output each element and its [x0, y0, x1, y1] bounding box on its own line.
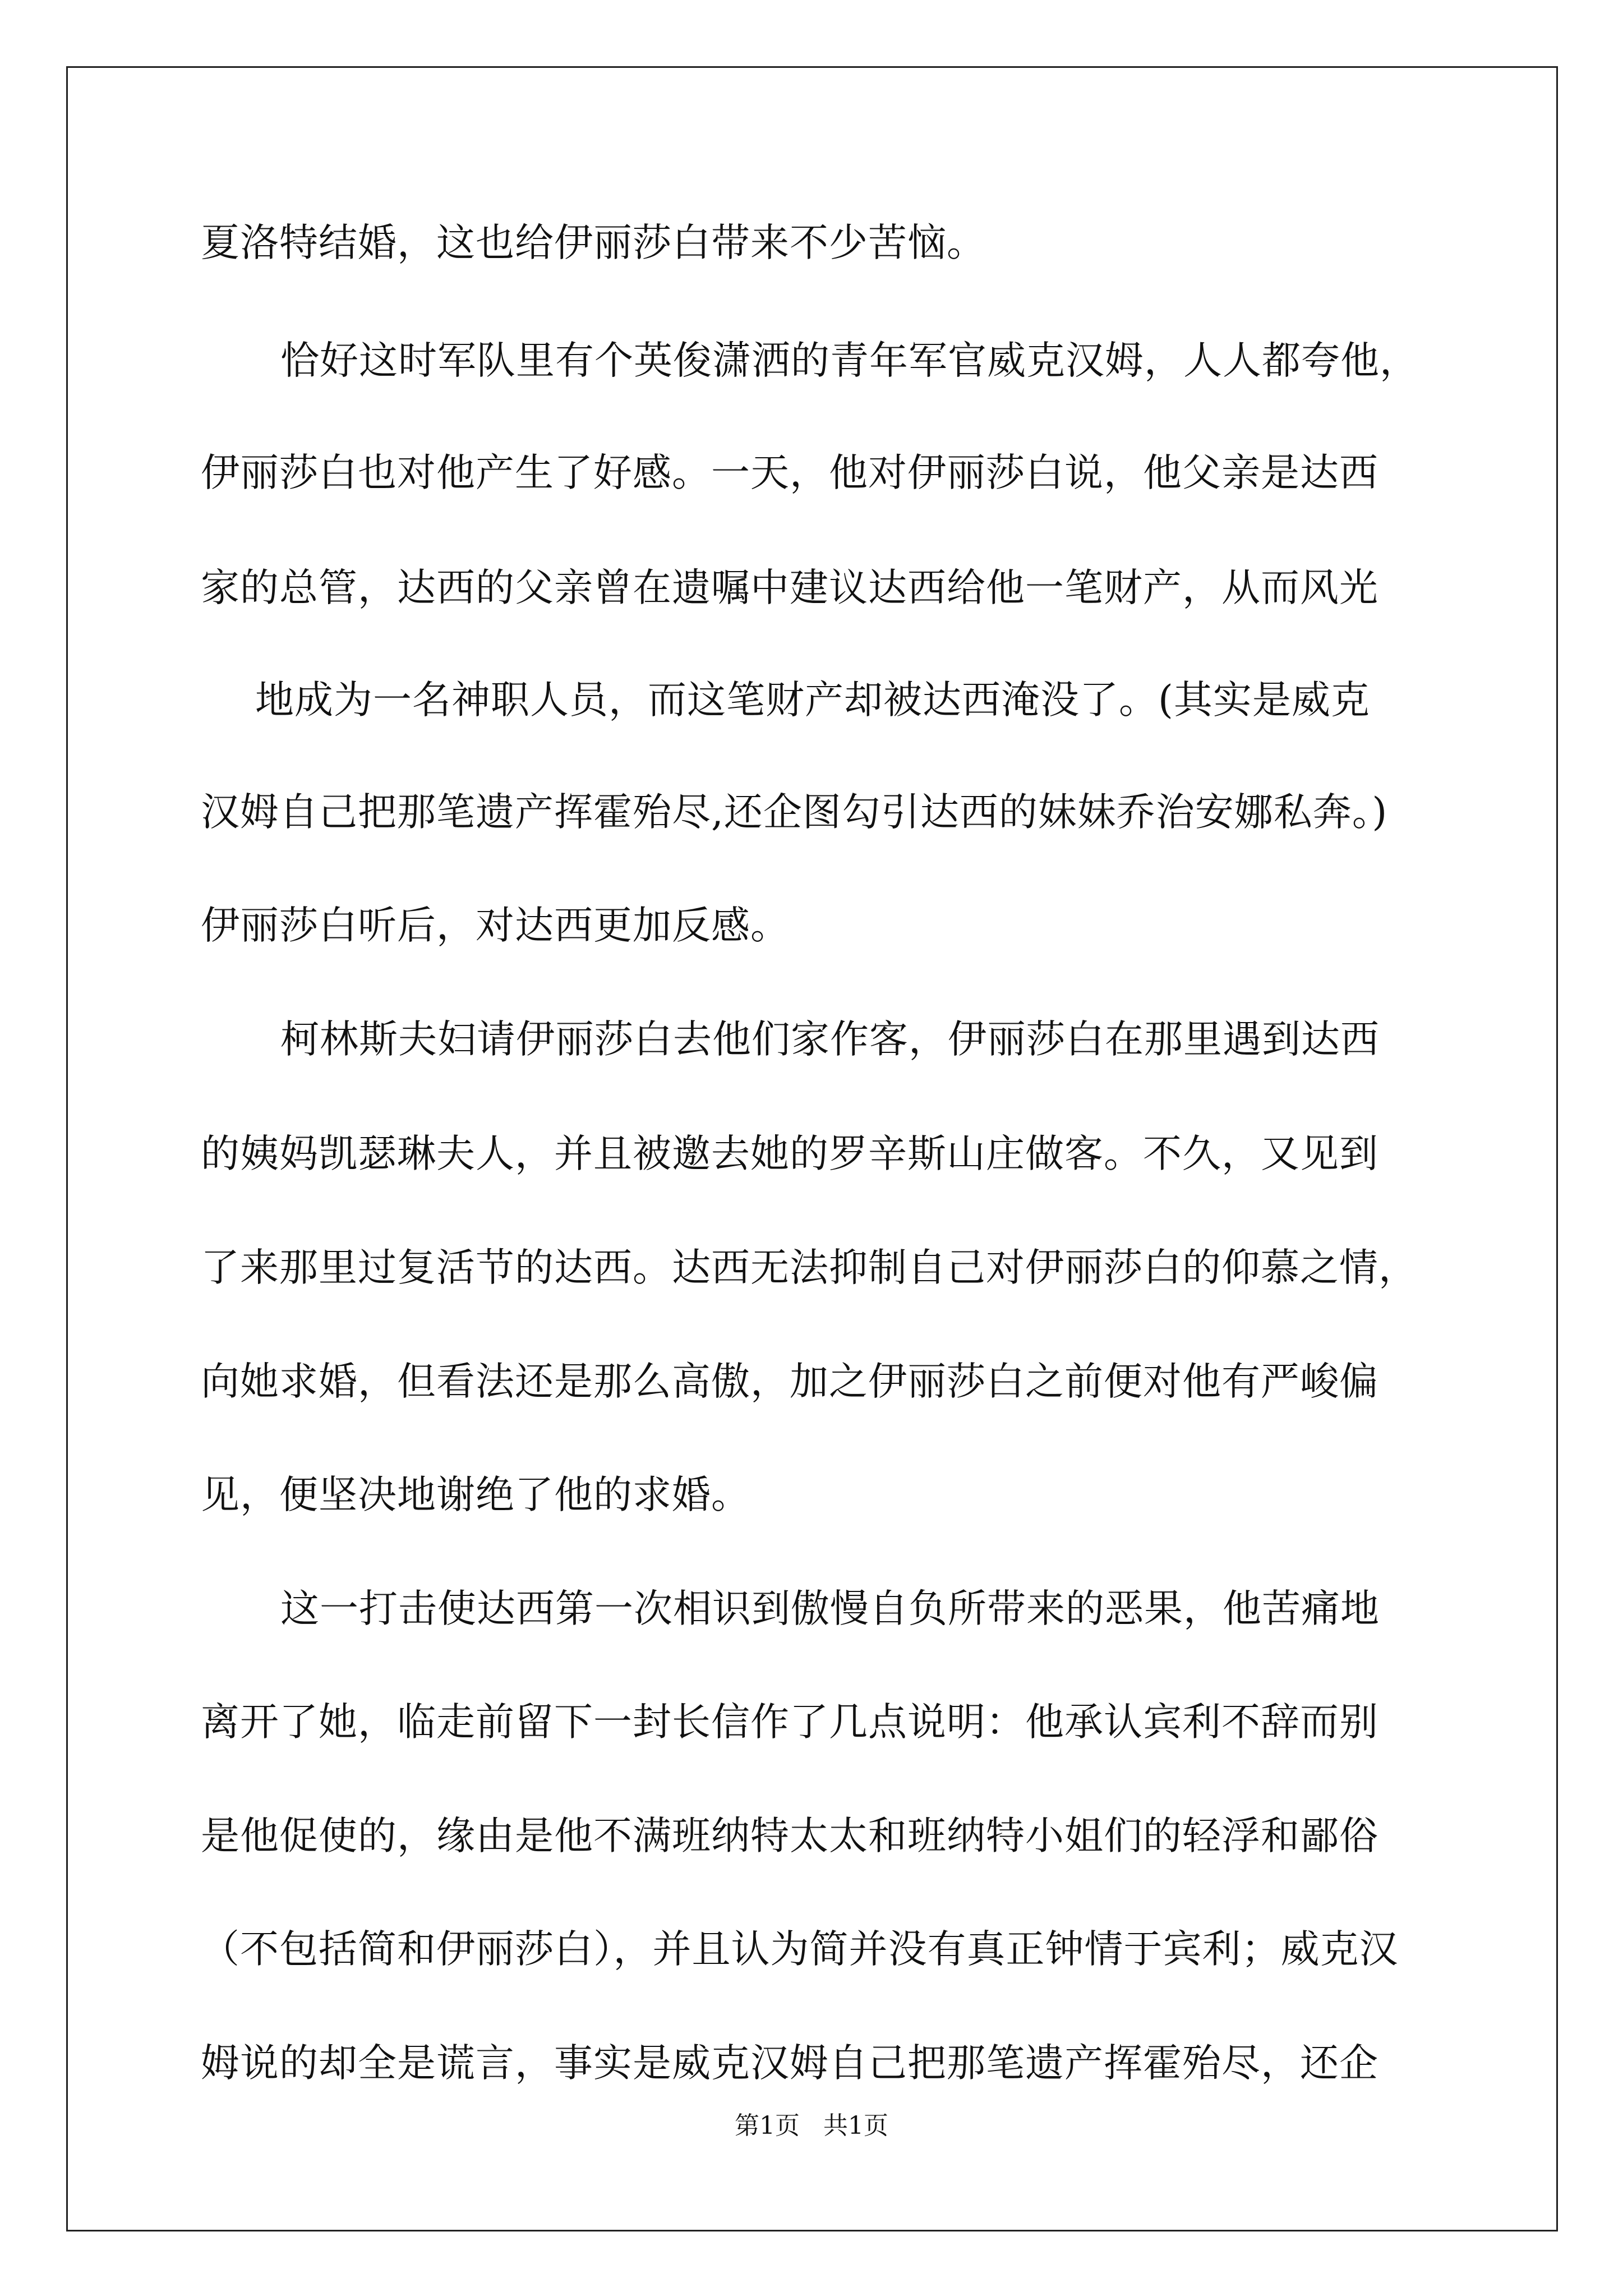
text-line: 的姨妈凯瑟琳夫人，并且被邀去她的罗辛斯山庄做客。不久，又见到 — [201, 1131, 1378, 1176]
text-line: 地成为一名神职人员，而这笔财产却被达西淹没了。(其实是威克 — [255, 678, 1370, 723]
text-line: 家的总管，达西的父亲曾在遗嘱中建议达西给他一笔财产，从而风光 — [201, 565, 1378, 610]
text-line: 见，便坚决地谢绝了他的求婚。 — [201, 1473, 750, 1517]
text-line: 离开了她，临走前留下一封长信作了几点说明：他承认宾利不辞而别 — [201, 1700, 1378, 1745]
text-line: 伊丽莎白也对他产生了好感。一天，他对伊丽莎白说，他父亲是达西 — [201, 450, 1378, 495]
page-footer: 第1页 共1页 — [735, 2111, 888, 2140]
text-line: 是他促使的，缘由是他不满班纳特太太和班纳特小姐们的轻浮和鄙俗 — [201, 1814, 1378, 1858]
text-line: （不包括简和伊丽莎白），并且认为简并没有真正钟情于宾利；威克汉 — [201, 1927, 1399, 1972]
text-line: 恰好这时军队里有个英俊潇洒的青年军官威克汉姆，人人都夸他， — [280, 338, 1419, 383]
text-line: 汉姆自己把那笔遗产挥霍殆尽,还企图勾引达西的妹妹乔治安娜私奔。) — [201, 790, 1388, 835]
text-line: 伊丽莎白听后，对达西更加反感。 — [201, 903, 790, 948]
text-line: 了来那里过复活节的达西。达西无法抑制自己对伊丽莎白的仰慕之情， — [201, 1245, 1418, 1290]
text-line: 夏洛特结婚，这也给伊丽莎白带来不少苦恼。 — [201, 220, 986, 265]
text-line: 柯林斯夫妇请伊丽莎白去他们家作客，伊丽莎白在那里遇到达西 — [280, 1017, 1380, 1062]
text-line: 姆说的却全是谎言，事实是威克汉姆自己把那笔遗产挥霍殆尽，还企 — [201, 2041, 1378, 2086]
text-line: 向她求婚，但看法还是那么高傲，加之伊丽莎白之前便对他有严峻偏 — [201, 1359, 1378, 1404]
text-line: 这一打击使达西第一次相识到傲慢自负所带来的恶果，他苦痛地 — [280, 1586, 1380, 1631]
